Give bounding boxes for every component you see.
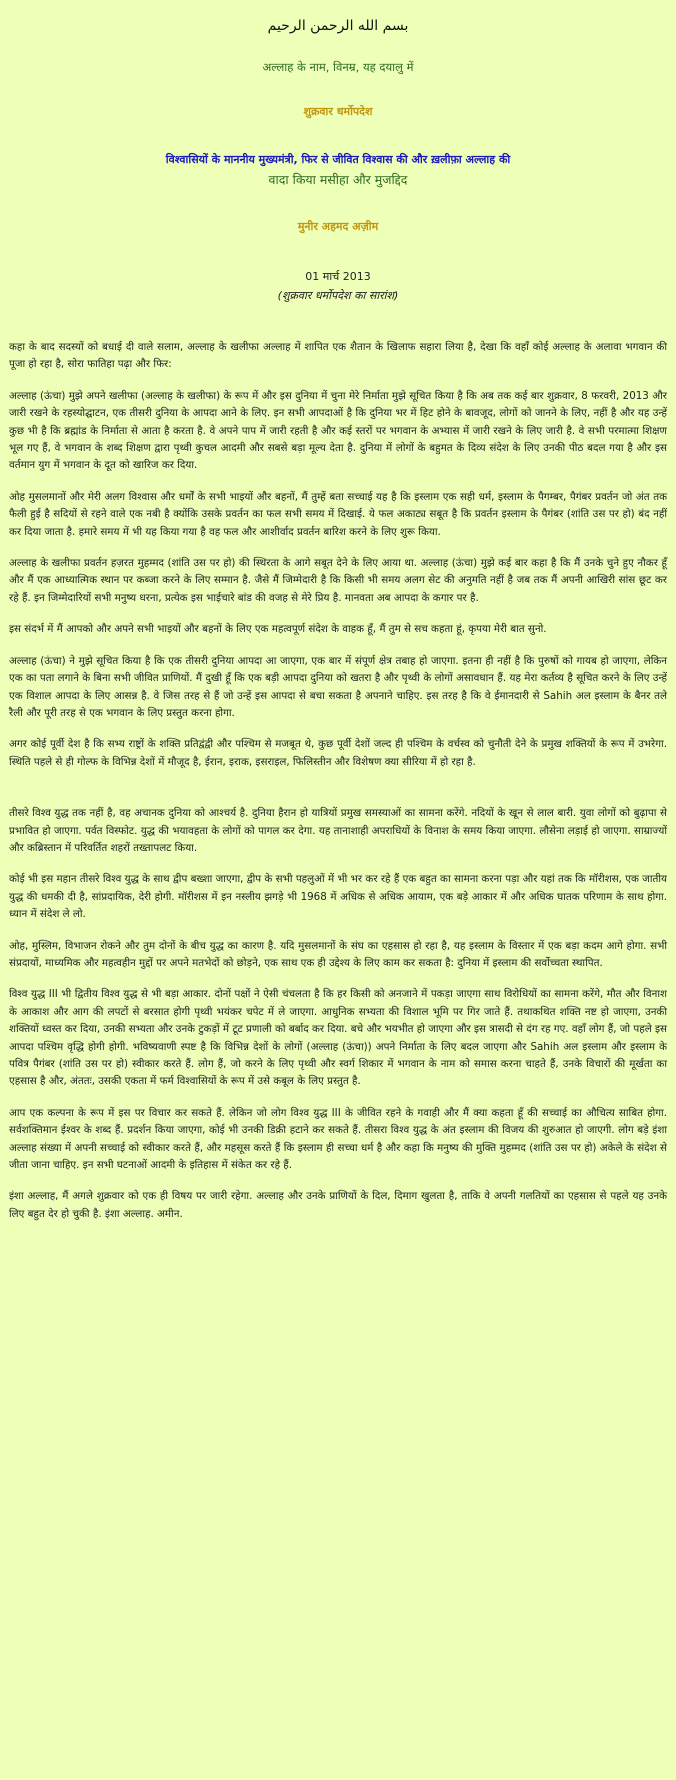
sermon-title-line-1: विश्वासियों के माननीय मुख्यमंत्री, फिर से जीवित विश्वास की और ख़लीफ़ा अल्लाह की <box>165 153 511 166</box>
paragraph: आप एक कल्पना के रूप में इस पर विचार कर सकते हैं. लेकिन जो लोग विश्व युद्ध III के जीवित रहने के गवाही और मैं क्या कहता हूँ की सच्चाई का औचित्य साबित होगा. सर्वशक्तिमान ईश्वर के शब्द हैं. प्रदर्शन किया जाएगा, कोई भी उनकी डिक्री हटाने कर सकते हैं. तीसरा विश्व युद्ध के अंत इस्लाम की विजय की शुरुआत हो जाएगी. लोग बड़े इंशा अल्लाह संख्या में अपनी सच्चाई को स्वीकार करते हैं, और महसूस करते हैं कि इस्लाम ही सच्चा धर्म है और कहा कि मनुष्य की मुक्ति मुहम्मद (शांति उस पर हो) अकेले के संदेश से जीता जाना चाहिए. इन सभी घटनाओं आदमी के इतिहास में संकेत कर रहे हैं. <box>9 1106 667 1172</box>
paragraph: इंशा अल्लाह, मैं अगले शुक्रवार को एक ही विषय पर जारी रहेगा. अल्लाह और उनके प्राणियों के दिल, दिमाग खुलता है, ताकि वे अपनी गलतियों का एहसास से पहले यह उनके लिए बहुत देर हो चुकी है. इंशा अल्लाह. अमीन. <box>9 1190 667 1220</box>
paragraph: कहा के बाद सदस्यों को बधाई दी वाले सलाम, अल्लाह के खलीफा अल्लाह में शापित एक शैतान के खिलाफ सहारा लिया है, देखा कि वहाँ कोई अल्लाह के अलावा भगवान की पूजा हो रहा है, सोरा फातिहा पढ़ा और फिर: <box>9 341 667 371</box>
paragraph: ओह मुसलमानों और मेरी अलग विश्वास और धर्मों के सभी भाइयों और बहनों, मैं तुम्हें बता सच्चाई यह है कि इस्लाम एक सही धर्म, इस्लाम के पैगम्बर, पैगंबर प्रवर्तन जो अंत तक फैली हुई है सदियों से रहने वाले एक नबी है क्योंकि उसके प्रवर्तन का फल सभी समय में दिखाई. ये फल अकाट्य सबूत है कि प्रवर्तन इस्लाम के पैगंबर (शांति उस पर हो) बंद नहीं कर दिया जाता है. हमारे समय में भी यह किया गया है वह फल और आशीर्वाद प्रवर्तन बारिश करने के लिए शुरू किया. <box>9 490 667 538</box>
paragraph: तीसरे विश्व युद्ध तक नहीं है, वह अचानक दुनिया को आश्चर्य है. दुनिया हैरान हो यात्रियों प्रमुख समस्याओं का सामना करेंगे. नदियों के खून से लाल बारी. युवा लोगों को बुढ़ापा से प्रभावित हो जाएगा. पर्वत विस्फोट. युद्ध की भयावहता के लोगों को पागल कर देगा. यह तानाशाही अपराधियों के विनाश के समय किया जाएगा. लौसेना लड़ाई हो जाएगा. साम्राज्यों और कब्रिस्तान में परिवर्तित शहरों तख्तापलट किया. <box>9 807 667 854</box>
sermon-body <box>9 339 667 1223</box>
author-name: मुनीर अहमद अज़ीम <box>297 220 379 233</box>
paragraph: विश्व युद्ध III भी द्वितीय विश्व युद्ध से भी बड़ा आकार. दोनों पक्षों ने ऐसी चंचलता है कि हर किसी को अनजाने में पकड़ा जाएगा साथ विरोधियों का सामना करेंगे, मौत और विनाश के आकाश और आग की लपटों से बरसात होगी पृथ्वी भयंकर चपेट में ले जाएगा. आधुनिक सभ्यता की विशाल भूमि पर गिर जाते हैं. तथाकथित शक्ति नष्ट हो जाएगा, उनकी शक्तियों ध्वस्त कर दिया, उनकी सभ्यता और उनके टुकड़ों में टूट प्रणाली को बर्बाद कर दिया. बचे और भयभीत हो जाएगा और इस त्रासदी से दंग रह गए. वहाँ लोग हैं, जो पहले इस आपदा पश्चिम वृद्धि होगी होगी. भविष्यवाणी स्पष्ट है कि विभिन्न देशों के लोगों (अल्लाह (ऊंचा)) अपने निर्माता के लिए बदल जाएगा और Sahih अल इस्लाम और इस्लाम के पवित्र पैगंबर (शांति उस पर हो) स्वीकार करते हैं. लोग हैं, जो करने के लिए पृथ्वी और स्वर्ग शिकार में भगवान के नाम को समास करना चाहते हैं, उनके विचारों की मूर्खता का एहसास है और, अंततः, उसकी एकता में फर्म विश्वासियों के रूप में उसे कबूल के लिए प्रस्तुत है. <box>9 988 667 1088</box>
paragraph: इस संदर्भ में मैं आपको और अपने सभी भाइयों और बहनों के लिए एक महत्वपूर्ण संदेश के वाहक हूँ, मैं तुम से सच कहता हूं, कृपया मेरी बात सुनो. <box>9 623 547 636</box>
paragraph: अगर कोई पूर्वी देश है कि सभ्य राष्ट्रों के शक्ति प्रतिद्वंद्वी और पश्चिम से मजबूत थे, कुछ पूर्वी देशों जल्द ही पश्चिम के वर्चस्व को चुनौती देने के प्रमुख शक्तियों के रूप में उभरेगा. स्थिति पहले से ही गोल्फ के विभिन्न देशों में मौजूद है, ईरान, इराक, इसराइल, फिलिस्तीन और विशेषण क्या सीरिया में हो रहा है. <box>9 738 667 768</box>
paragraph: अल्लाह (ऊंचा) ने मुझे सूचित किया है कि एक तीसरी दुनिया आपदा आ जाएगा, एक बार में संपूर्ण क्षेत्र तबाह हो जाएगा. इतना ही नहीं है कि पुरुषों को गायब हो जाएगा, लेकिन एक का पता लगाने के बिना सभी जीवित प्राणियों. मैं दुखी हूँ कि एक बड़ी आपदा दुनिया को खतरा है और पृथ्वी के लोगों असावधान हैं. यह मेरा कर्तव्य है सूचित करने के लिए उन्हें एक विशाल आपदा के लिए आसन्न है. वे जिस तरह से हैं जो उन्हें इस आपदा से बचा सकता है अपनाने चाहिए. इस तरह है कि वे ईमानदारी से Sahih अल इस्लाम के बैनर तले रैली और पूरी तरह से एक भगवान के लिए प्रस्तुत करना होगा. <box>9 654 667 719</box>
paragraph: ओह, मुस्लिम, विभाजन रोकने और तुम दोनों के बीच युद्ध का कारण है. यदि मुसलमानों के संघ का एहसास हो रहा है, यह इस्लाम के विस्तार में एक बड़ा कदम आगे होगा. सभी संप्रदायों, माध्यमिक और महत्वहीन मुद्दों पर अपने मतभेदों को छोड़ने, एक साथ एक ही उद्देश्य के लिए काम कर सकता है: दुनिया में इस्लाम की सर्वोच्चता स्थापित. <box>9 939 667 969</box>
paragraph: अल्लाह के खलीफा प्रवर्तन हज़रत मुहम्मद (शांति उस पर हो) की स्थिरता के आगे सबूत देने के लिए आया था. अल्लाह (ऊंचा) मुझे कई बार कहा है कि मैं उनके चुने हुए नौकर हूँ और मैं एक आध्यात्मिक स्थान पर कब्जा करने के लिए सम्मान है. जैसे मैं जिम्मेदारी है कि किसी भी समय अलग सेट की अनुमति नहीं है जब तक मैं अपनी आखिरी सांस छूट कर रहे हैं. इन जिम्मेदारियों सभी मनुष्य धरना, प्रत्येक इस भाईचारे बांड की वजह से मेरे प्रिय है. मानवता अब आपदा के कगार पर है. <box>9 557 667 604</box>
summary-note: (शुक्रवार धर्मोपदेश का सारांश) <box>277 289 399 302</box>
sermon-date: 01 मार्च 2013 <box>305 270 371 283</box>
paragraph: अल्लाह (ऊंचा) मुझे अपने खलीफा (अल्लाह के खलीफा) के रूप में और इस दुनिया में चुना मेरे निर्माता मुझे सूचित किया है कि अब तक कई बार शुक्रवार, 8 फरवरी, 2013 और जारी रखने के रहस्योद्घाटन, एक तीसरी दुनिया के आपदा आने के लिए. इन सभी आपदाओं है कि दुनिया भर में हिट होने के बावजूद, लोगों को जानने के लिए, नहीं है और यह उन्हें कुछ भी है कि ब्रह्मांड के निर्माता से आता है करता है. वे अपने पाप में जारी रहती है और कई स्तरों पर भगवान के अभ्यास में जारी रखने के लिए जारी है. वे सभी परमात्मा शिक्षण भूल गए हैं, वे भगवान के शब्द शिक्षण द्वारा पृथ्वी कुचल आदमी और सबसे बड़ा मूल्य देता है. दुनिया में लोगों के बहुमत के दिव्य संदेश के लिए उनकी पीठ बदल गया है और इस वर्तमान युग में भगवान के दूत को खारिज कर दिया. <box>9 389 667 472</box>
bismillah-translation: अल्लाह के नाम, विनम्र, यह दयालु में <box>262 60 414 74</box>
paragraph: कोई भी इस महान तीसरे विश्व युद्ध के साथ द्वीप बख्शा जाएगा, द्वीप के सभी पहलुओं में भी भर कर रहे हैं एक बहुत का सामना करना पड़ा और यहां तक कि मॉरीशस, एक जातीय युद्ध की धमकी दी है, सांप्रदायिक, देरी होगी. मॉरीशस में इन नस्लीय झगड़े भी 1968 में अधिक से अधिक आयाम, एक बड़े आकार में और अधिक घातक परिणाम के साथ होगा. ध्यान में संदेश ले लो. <box>9 873 667 921</box>
sermon-type-heading: शुक्रवार धर्मोपदेश <box>303 105 373 118</box>
sermon-title-line-2: वादा किया मसीहा और मुजद्दिद <box>268 172 408 187</box>
arabic-bismillah: بسم الله الرحمن الرحيم <box>267 18 409 34</box>
